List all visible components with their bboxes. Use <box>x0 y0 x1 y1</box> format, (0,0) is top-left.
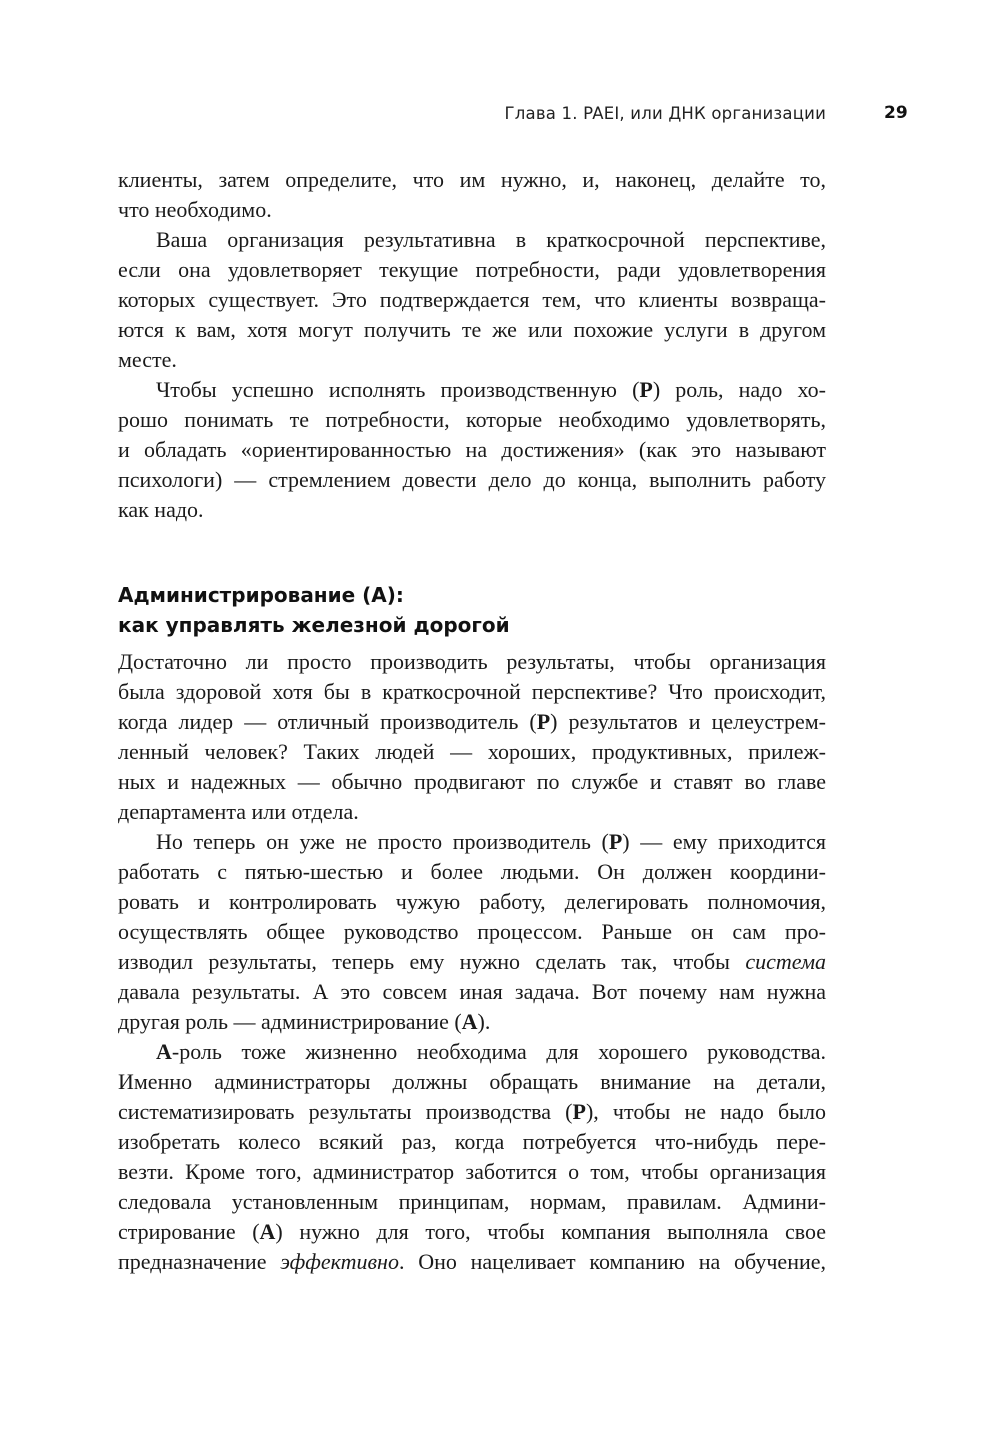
text-run: клиенты, затем определите, что им нужно, и, наконец, делайте то, <box>118 167 826 192</box>
text-run: ) нужно для того, чтобы компания выполняла свое <box>275 1219 826 1244</box>
text-line <box>118 465 826 495</box>
text-run: ются к вам, хотя могут получить те же или похожие услуги в другом <box>118 317 826 342</box>
text-line <box>118 887 826 917</box>
italic-text: эффективно <box>280 1249 399 1274</box>
body-text-top <box>118 165 826 525</box>
text-run: изобретать колесо всякий раз, когда потребуется что-нибудь пере- <box>118 1129 826 1154</box>
text-line <box>118 707 826 737</box>
text-line <box>118 737 826 767</box>
text-line <box>118 827 826 857</box>
text-run: Но теперь он уже не просто производитель ( <box>156 829 609 854</box>
text-line <box>118 1247 826 1277</box>
text-run: ), чтобы не надо было <box>585 1099 826 1124</box>
text-line <box>118 255 826 285</box>
text-line <box>118 677 826 707</box>
text-line <box>118 857 826 887</box>
text-run: предназначение <box>118 1249 281 1274</box>
text-line <box>118 1037 826 1067</box>
text-run: следовала установленным принципам, нормам, правилам. Админи- <box>118 1189 826 1214</box>
text-line <box>118 405 826 435</box>
text-line <box>118 647 826 677</box>
text-run: которых существует. Это подтверждается тем, что клиенты возвраща- <box>118 287 826 312</box>
bold-text: A <box>259 1219 276 1244</box>
text-run: систематизировать результаты производства ( <box>118 1099 573 1124</box>
text-line <box>118 947 826 977</box>
text-line <box>118 195 826 225</box>
text-run: . Оно нацеливает компанию на обучение, <box>398 1249 826 1274</box>
text-run: если она удовлетворяет текущие потребности, ради удовлетворения <box>118 257 826 282</box>
paragraph <box>118 647 826 827</box>
text-line <box>118 345 826 375</box>
text-run: психологи) — стремлением довести дело до конца, выполнить работу <box>118 467 826 492</box>
text-run: как надо. <box>118 497 204 522</box>
text-line <box>118 1217 826 1247</box>
text-line <box>118 165 826 195</box>
section-heading <box>118 580 510 640</box>
paragraph <box>118 827 826 1037</box>
body-text-section <box>118 647 826 1277</box>
text-run: департамента или отдела. <box>118 799 359 824</box>
text-run: изводил результаты, теперь ему нужно сделать так, чтобы <box>118 949 746 974</box>
text-run: Ваша организация результативна в краткосрочной перспективе, <box>156 227 826 252</box>
paragraph <box>118 165 826 225</box>
bold-text: P <box>536 709 551 734</box>
bold-text: P <box>639 377 653 402</box>
text-run: ных и надежных — обычно продвигают по службе и ставят во главе <box>118 769 826 794</box>
text-run: стрирование ( <box>118 1219 260 1244</box>
text-line <box>118 1187 826 1217</box>
text-line <box>118 1007 826 1037</box>
bold-text: P <box>572 1099 586 1124</box>
text-line <box>118 917 826 947</box>
text-run: работать с пятью-шестью и более людьми. Он должен координи- <box>118 859 826 884</box>
bold-text: P <box>608 829 623 854</box>
text-run: ). <box>477 1009 491 1034</box>
text-run: и обладать «ориентированностью на достижения» (как это называют <box>118 437 826 462</box>
text-line <box>118 495 826 525</box>
text-line <box>118 315 826 345</box>
text-run: осуществлять общее руководство процессом. Раньше он сам про- <box>118 919 826 944</box>
text-run: -роль тоже жизненно необходима для хорошего руководства. <box>171 1039 826 1064</box>
text-run: ) — ему приходится <box>622 829 826 854</box>
text-run: ) результатов и целеустрем- <box>550 709 826 734</box>
text-run: была здоровой хотя бы в краткосрочной перспективе? Что происходит, <box>118 679 826 704</box>
paragraph <box>118 225 826 375</box>
text-run: рошо понимать те потребности, которые необходимо удовлетворять, <box>118 407 826 432</box>
text-line <box>118 435 826 465</box>
text-line <box>118 797 826 827</box>
text-line <box>118 225 826 255</box>
text-line <box>118 375 826 405</box>
text-run: другая роль — администрирование ( <box>118 1009 462 1034</box>
text-line <box>118 977 826 1007</box>
text-line <box>118 1097 826 1127</box>
text-line <box>118 285 826 315</box>
section-heading-line-1: Администрирование (A): <box>118 583 404 607</box>
bold-text: A <box>156 1039 172 1064</box>
text-run: месте. <box>118 347 177 372</box>
text-run: Достаточно ли просто производить результаты, чтобы организация <box>118 649 826 674</box>
text-line <box>118 1157 826 1187</box>
text-run: Именно администраторы должны обращать внимание на детали, <box>118 1069 826 1094</box>
page-number: 29 <box>884 103 908 123</box>
text-run: что необходимо. <box>118 197 272 222</box>
text-run: когда лидер — отличный производитель ( <box>118 709 537 734</box>
italic-text: система <box>745 949 826 974</box>
section-heading-line-2: как управлять железной дорогой <box>118 613 510 637</box>
running-head: Глава 1. PAEI, или ДНК организации <box>504 104 826 123</box>
text-line <box>118 1067 826 1097</box>
bold-text: A <box>461 1009 478 1034</box>
text-run: ровать и контролировать чужую работу, делегировать полномочия, <box>118 889 826 914</box>
text-run: ) роль, надо хо- <box>652 377 826 402</box>
text-run: Чтобы успешно исполнять производственную ( <box>156 377 640 402</box>
paragraph <box>118 375 826 525</box>
text-line <box>118 1127 826 1157</box>
text-line <box>118 767 826 797</box>
text-run: давала результаты. А это совсем иная задача. Вот почему нам нужна <box>118 979 826 1004</box>
paragraph <box>118 1037 826 1277</box>
text-run: ленный человек? Таких людей — хороших, продуктивных, прилеж- <box>118 739 826 764</box>
text-run: везти. Кроме того, администратор заботится о том, чтобы организация <box>118 1159 826 1184</box>
